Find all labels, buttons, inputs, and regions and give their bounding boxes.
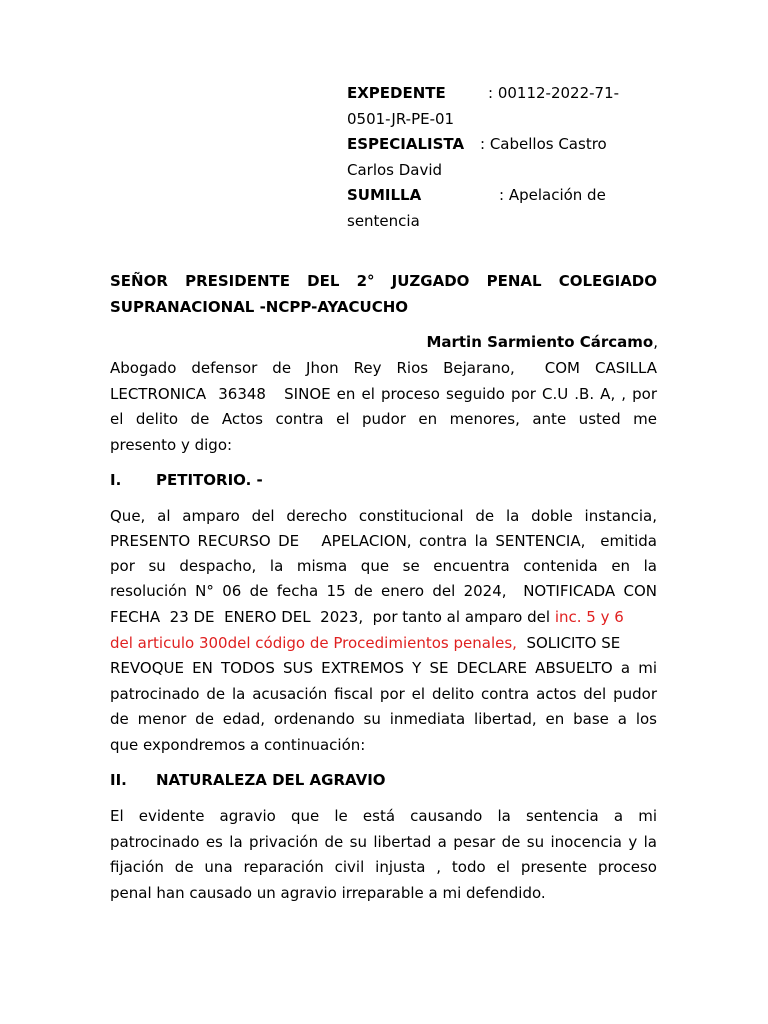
intro-line-2: LECTRONICA 36348 SINOE en el proceso seguido por C.U .B. A, , por <box>110 385 657 403</box>
intro-line-1: Abogado defensor de Jhon Rey Rios Bejarano, COM CASILLA <box>110 359 657 377</box>
petitorio-line-8: patrocinado de la acusación fiscal por el delito contra actos del pudor <box>110 685 657 703</box>
petitorio-line-3: por su despacho, la misma que se encuentra contenida en la <box>110 557 657 575</box>
petitorio-line-7: REVOQUE EN TODOS SUS EXTREMOS Y SE DECLARE ABSUELTO a mi <box>110 659 657 677</box>
petitorio-line-6-text: SOLICITO SE <box>516 634 621 652</box>
especialista-label: ESPECIALISTA <box>347 135 465 153</box>
petitorio-line-2: PRESENTO RECURSO DE APELACION, contra la SENTENCIA, emitida <box>110 532 657 550</box>
agravio-line-1: El evidente agravio que le está causando la sentencia a mi <box>110 807 657 825</box>
sumilla-label: SUMILLA <box>347 186 422 204</box>
sumilla-value: : Apelación de <box>499 186 606 204</box>
petitorio-line-5-text: FECHA 23 DE ENERO DEL 2023, por tanto al amparo del <box>110 608 555 626</box>
agravio-line-3: fijación de una reparación civil injusta , todo el presente proceso <box>110 858 657 876</box>
intro-line-4: presento y digo: <box>110 436 233 454</box>
section-2-title: NATURALEZA DEL AGRAVIO <box>156 771 386 789</box>
petitorio-line-5 <box>110 608 624 626</box>
petitorio-line-10: que expondremos a continuación: <box>110 736 366 754</box>
especialista-value: : Cabellos Castro <box>480 135 607 153</box>
expediente-label: EXPEDENTE <box>347 84 446 102</box>
section-2-number: II. <box>110 771 127 789</box>
agravio-line-4: penal han causado un agravio irreparable a mi defendido. <box>110 884 546 902</box>
agravio-line-2: patrocinado es la privación de su libertad a pesar de su inocencia y la <box>110 833 657 851</box>
author-name: Martin Sarmiento Cárcamo <box>426 333 654 351</box>
addressee-line-1: SEÑOR PRESIDENTE DEL 2° JUZGADO PENAL COLEGIADO <box>110 272 657 290</box>
petitorio-line-4: resolución N° 06 de fecha 15 de enero del 2024, NOTIFICADA CON <box>110 582 657 600</box>
especialista-value-cont: Carlos David <box>347 161 443 179</box>
section-1-number: I. <box>110 471 122 489</box>
sumilla-value-cont: sentencia <box>347 212 420 230</box>
legal-citation-highlight-cont: del articulo 300del código de Procedimientos penales, <box>110 634 517 652</box>
intro-line-3: el delito de Actos contra el pudor en menores, ante usted me <box>110 410 657 428</box>
petitorio-line-6 <box>110 634 620 652</box>
author-name-suffix: , <box>653 333 658 351</box>
author-name-line <box>426 333 658 351</box>
addressee-line-2: SUPRANACIONAL -NCPP-AYACUCHO <box>110 298 409 316</box>
petitorio-line-9: de menor de edad, ordenando su inmediata libertad, en base a los <box>110 710 657 728</box>
expediente-value: : 00112-2022-71- <box>488 84 620 102</box>
petitorio-line-1: Que, al amparo del derecho constitucional de la doble instancia, <box>110 507 657 525</box>
expediente-value-cont: 0501-JR-PE-01 <box>347 110 455 128</box>
legal-citation-highlight: inc. 5 y 6 <box>554 608 624 626</box>
section-1-title: PETITORIO. - <box>156 471 263 489</box>
